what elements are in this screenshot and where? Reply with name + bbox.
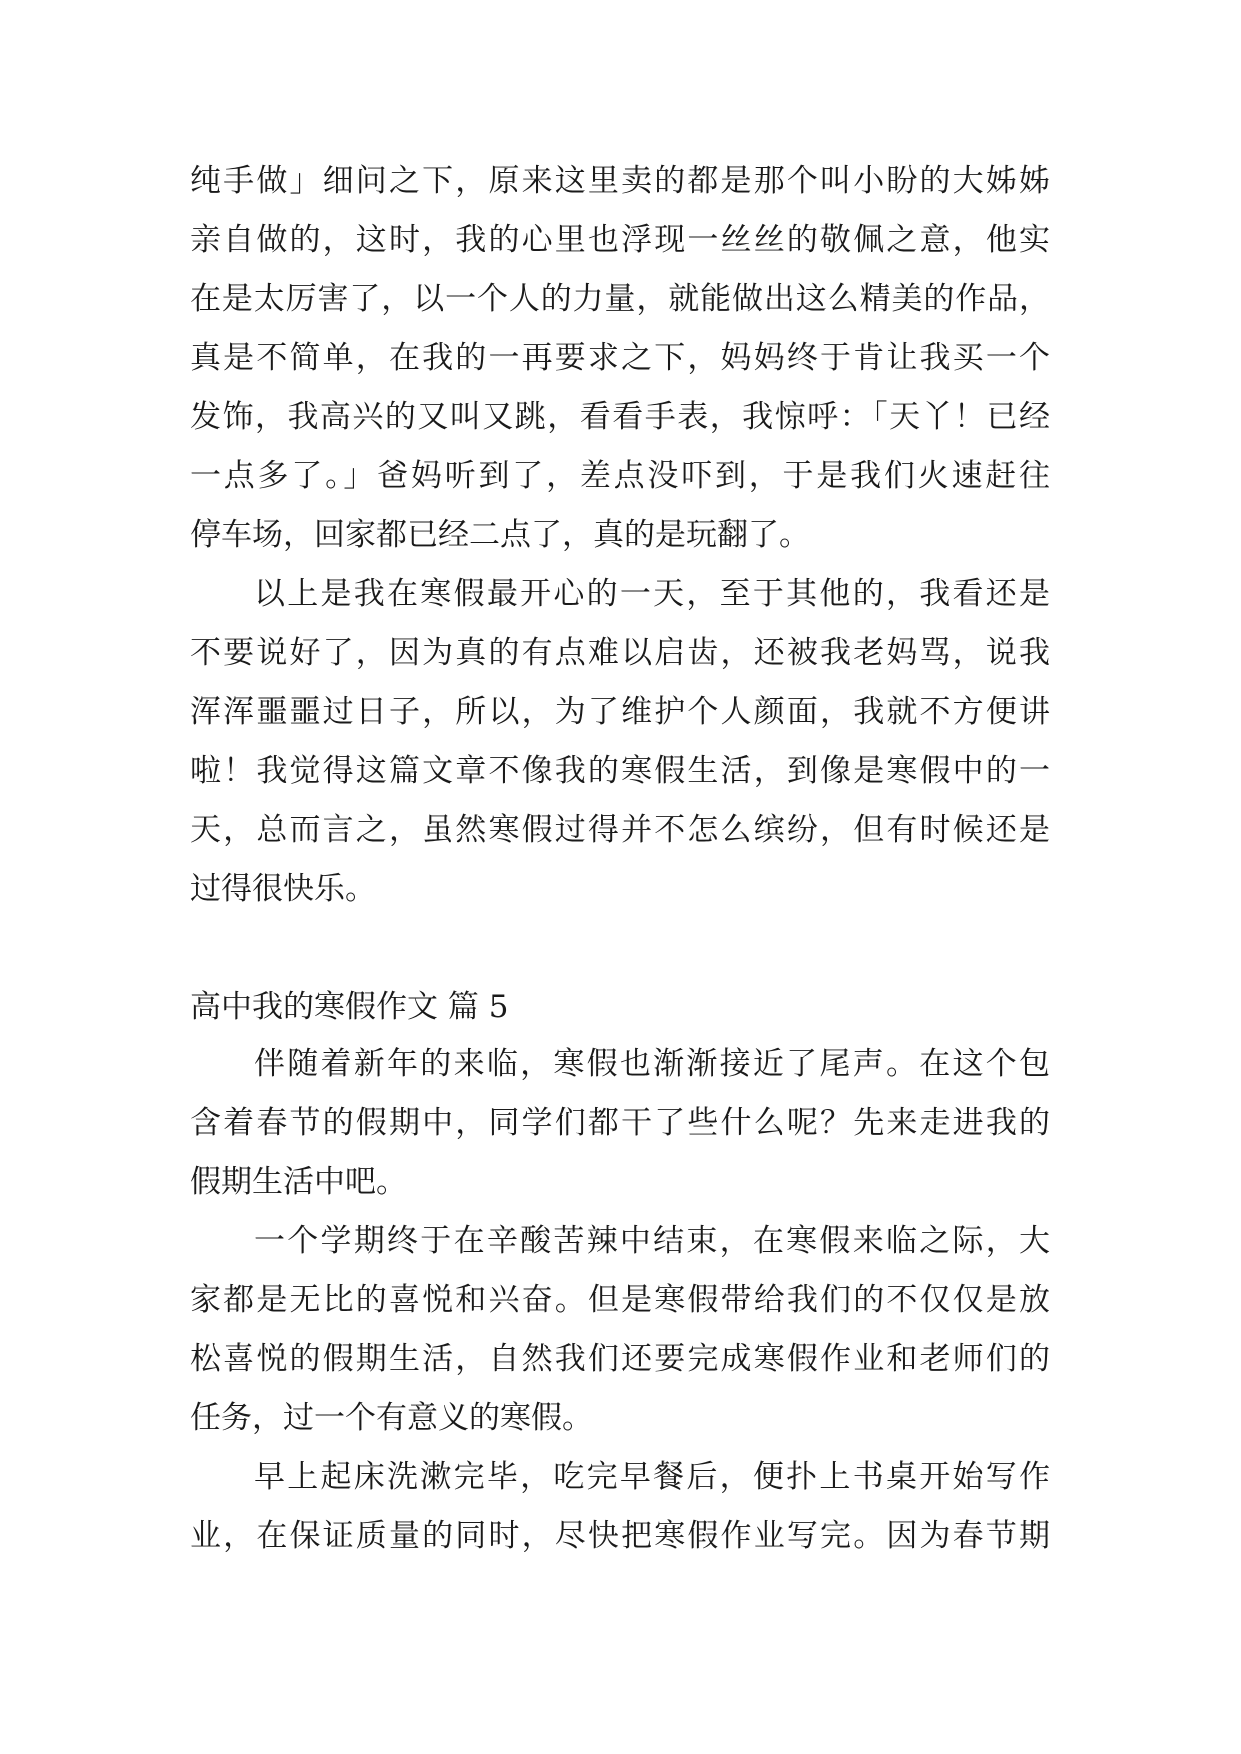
paragraph-line: 过得很快乐。 [190,871,376,907]
heading-text: 高中我的寒假作文 篇 5 [190,989,509,1025]
paragraph-line: 一个学期终于在辛酸苦辣中结束，在寒假来临之际，大 [254,1223,1050,1259]
paragraph-line: 假期生活中吧。 [190,1164,407,1200]
paragraph-line: 含着春节的假期中，同学们都干了些什么呢？先来走进我的 [190,1105,1050,1141]
section-heading [190,978,1050,1037]
paragraph-line: 家都是无比的喜悦和兴奋。但是寒假带给我们的不仅仅是放 [190,1282,1050,1318]
paragraph-line: 浑浑噩噩过日子，所以，为了维护个人颜面，我就不方便讲 [190,694,1050,730]
paragraph-5 [190,1448,1050,1566]
paragraph-line: 任务，过一个有意义的寒假。 [190,1400,593,1436]
paragraph-line: 纯手做」细问之下，原来这里卖的都是那个叫小盼的大姊姊 [190,163,1050,199]
paragraph-line: 在是太厉害了，以一个人的力量，就能做出这么精美的作品， [190,281,1050,317]
paragraph-1 [190,152,1050,565]
paragraph-line: 发饰，我高兴的又叫又跳，看看手表，我惊呼：「天丫！已经 [190,399,1050,435]
paragraph-2 [190,565,1050,919]
paragraph-3 [190,1035,1050,1212]
paragraph-line: 早上起床洗漱完毕，吃完早餐后，便扑上书桌开始写作 [254,1459,1050,1495]
paragraph-4 [190,1212,1050,1448]
paragraph-line: 不要说好了，因为真的有点难以启齿，还被我老妈骂，说我 [190,635,1050,671]
paragraph-line: 业，在保证质量的同时，尽快把寒假作业写完。因为春节期 [190,1518,1050,1554]
paragraph-line: 真是不简单，在我的一再要求之下，妈妈终于肯让我买一个 [190,340,1050,376]
paragraph-line: 啦！我觉得这篇文章不像我的寒假生活，到像是寒假中的一 [190,753,1050,789]
paragraph-line: 以上是我在寒假最开心的一天，至于其他的，我看还是 [254,576,1050,612]
paragraph-line: 一点多了。」爸妈听到了，差点没吓到，于是我们火速赶往 [190,458,1050,494]
paragraph-line: 松喜悦的假期生活，自然我们还要完成寒假作业和老师们的 [190,1341,1050,1377]
paragraph-line: 亲自做的，这时，我的心里也浮现一丝丝的敬佩之意，他实 [190,222,1050,258]
paragraph-line: 停车场，回家都已经二点了，真的是玩翻了。 [190,517,810,553]
paragraph-line: 伴随着新年的来临，寒假也渐渐接近了尾声。在这个包 [254,1046,1050,1082]
paragraph-line: 天，总而言之，虽然寒假过得并不怎么缤纷，但有时候还是 [190,812,1050,848]
